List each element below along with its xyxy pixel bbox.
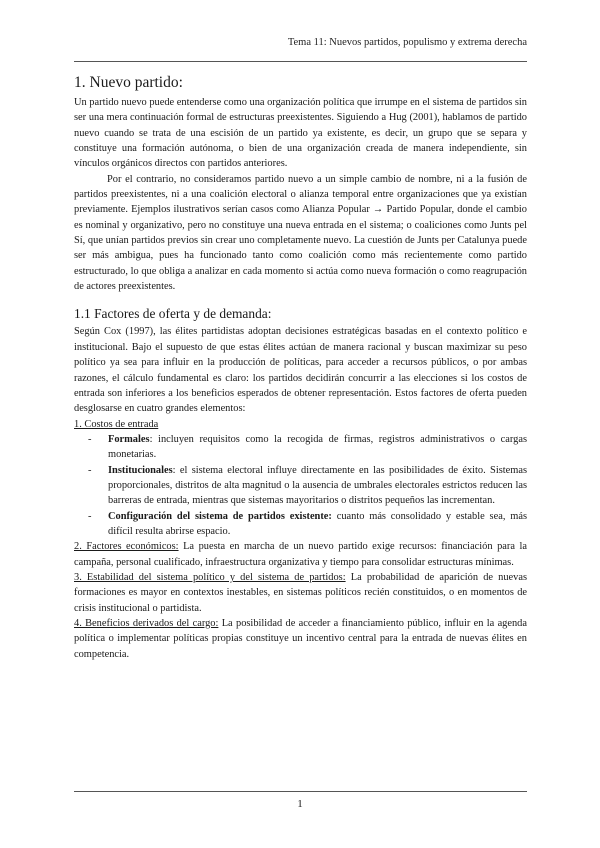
entry-costs-heading: 1. Costos de entrada (74, 418, 159, 430)
footer-rule (74, 791, 527, 792)
section-1-title: 1. Nuevo partido: (74, 74, 183, 91)
stability-heading: 3. Estabilidad del sistema político y del sistema de partidos: (74, 571, 346, 583)
list-item (88, 463, 527, 509)
section-1-1-intro: Según Cox (1997), las élites partidistas adoptan decisiones estratégicas basadas en el contexto político e institucional. Bajo el supuesto de que estas élites actúan de manera racional y buscan maximizar su peso político ya sea para influir en la producción de políticas, para acceder a recursos públicos, o por ambas razones, el cálculo fundamental es claro: los partidos decidirán concurrir a las elecciones si los costos de entrada son inferiores a los beneficios esperados de obtener representación. Estos factores de oferta pueden desglosarse en cuatro grandes elementos: (74, 326, 527, 415)
list-item (88, 509, 527, 540)
list-item-term: Formales (108, 433, 150, 445)
list-item-text: : el sistema electoral influye directamente en las posibilidades de éxito. Sistemas proporcionales, distritos de alta magnitud o la ausencia de umbrales electorales estrictos reducen las barreras de entrada, mientras que sistemas mayoritarios o distritos pequeños las incrementan. (108, 464, 527, 507)
list-item-term: Institucionales (108, 464, 173, 476)
section-1-paragraph-2: Por el contrario, no consideramos partido nuevo a un simple cambio de nombre, ni a la fusión de partidos preexistentes, ni a una coalición electoral o alianza temporal entre organizaciones que ya existían previamente. Ejemplos ilustrativos serían casos como Alianza Popular → Partido Popular, donde el cambio es nominal y organizativo, pero no constituye una nueva entrada en el sistema; o coaliciones como Junts pel Sí, que unían partidos previos sin crear uno completamente nuevo. La cuestión de Junts per Catalunya puede ser más ambigua, pues ha funcionado tanto como coalición como más recientemente como partido estructurado, lo que obliga a analizar en cada momento si actúa como nueva formación o como reagrupación de actores preexistentes. (74, 173, 527, 293)
list-item-text: cuanto más consolidado y estable sea, más difícil resulta abrirse espacio. (108, 510, 527, 537)
running-header: Tema 11: Nuevos partidos, populismo y extrema derecha (287, 37, 527, 48)
page-content (74, 73, 527, 662)
stability-paragraph: 3. Estabilidad del sistema político y del sistema de partidos: La probabilidad de aparición de nuevas formaciones es mayor en contextos inestables, en sistemas políticos recién constituidos, o en momentos de crisis institucional o partidista. (74, 571, 527, 614)
page-number: 1 (297, 798, 303, 810)
section-1-paragraph-1: Un partido nuevo puede entenderse como una organización política que irrumpe en el sistema de partidos sin ser una mera continuación formal de estructuras preexistentes. Siguiendo a Hug (2001), hablamos de partido nuevo cuando se trata de una escisión de un partido ya existente, es decir, un grupo que se separa y constituye una formación autónoma, o bien de una organización creada de manera independiente, sin vínculos orgánicos directos con partidos anteriores. (74, 97, 527, 170)
entry-costs-list (74, 432, 527, 539)
section-1-1-title: 1.1 Factores de oferta y de demanda: (74, 306, 272, 322)
economic-factors-heading: 2. Factores económicos: (74, 541, 179, 553)
list-item-term: Configuración del sistema de partidos existente: (108, 510, 332, 522)
list-item-text: : incluyen requisitos como la recogida de firmas, registros administrativos o cargas monetarias. (108, 433, 527, 461)
header-rule (74, 61, 527, 62)
bullet-dash: - (88, 464, 92, 476)
office-benefits-paragraph: 4. Beneficios derivados del cargo: La posibilidad de acceder a financiamiento público, influir en la agenda política o implementar políticas propias constituye un incentivo central para la entrada de nuevas élites en competencia. (74, 618, 527, 660)
bullet-dash: - (88, 510, 92, 522)
list-item (88, 432, 527, 463)
office-benefits-heading: 4. Beneficios derivados del cargo: (74, 618, 219, 629)
economic-factors-paragraph: 2. Factores económicos: La puesta en marcha de un nuevo partido exige recursos: financiación para la campaña, personal cualificado, infraestructura organizativa y tiempo para consolidar estructuras mínimas. (74, 541, 527, 568)
bullet-dash: - (88, 433, 92, 445)
